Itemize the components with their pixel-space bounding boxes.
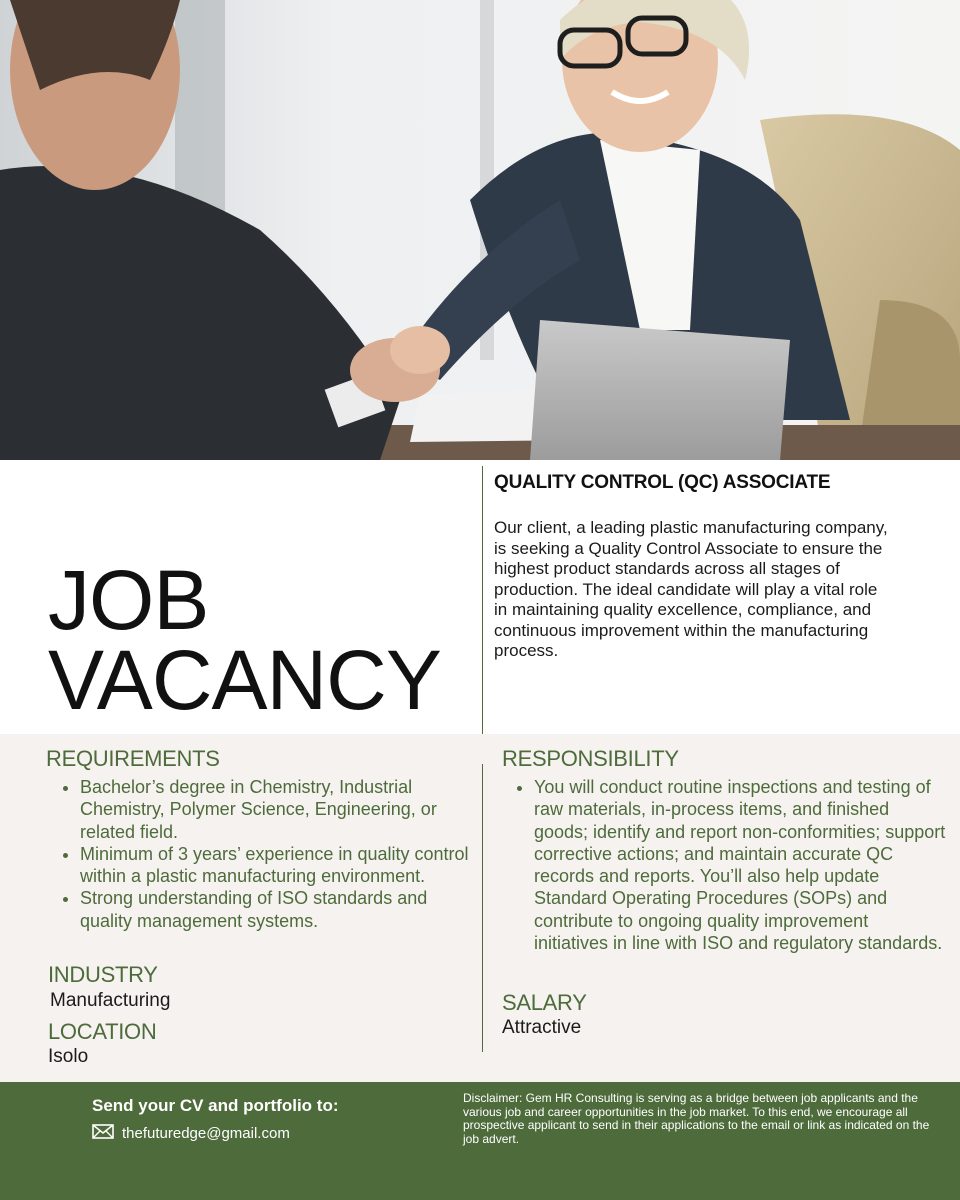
email-link[interactable]: thefuturedge@gmail.com: [122, 1125, 290, 1142]
mail-icon: [92, 1124, 114, 1143]
page-title: [48, 553, 478, 727]
requirements-list: [46, 776, 480, 932]
details-section: [0, 734, 960, 1082]
hero-photo: [0, 0, 960, 460]
title-line-2: VACANCY: [48, 633, 441, 727]
job-title: QUALITY CONTROL (QC) ASSOCIATE: [494, 472, 831, 493]
list-item: • Strong understanding of ISO standards and quality management systems.: [80, 887, 480, 932]
requirements-heading: REQUIREMENTS: [46, 746, 220, 771]
job-description: Our client, a leading plastic manufacturing company, is seeking a Quality Control Associate to ensure the highest product standards across all stages of production. The ideal candidate will play a vital role in maintaining quality excellence, compliance, and continuous improvement within the manufacturing process.: [494, 518, 888, 660]
cta-text: Send your CV and portfolio to:: [92, 1096, 339, 1115]
list-item: • You will conduct routine inspections and testing of raw materials, in-process items, and finished goods; identify and report non-conformities; support corrective actions; and maintain accurate QC records and reports. You’ll also help update Standard Operating Procedures (SOPs) and contribute to ongoing quality improvement initiatives in line with ISO and regulatory standards.: [534, 776, 946, 954]
responsibility-heading: RESPONSIBILITY: [502, 746, 679, 771]
salary-heading: SALARY: [502, 990, 587, 1015]
email-contact[interactable]: [92, 1124, 290, 1143]
salary-value: Attractive: [502, 1017, 582, 1038]
responsibility-list: [500, 776, 946, 954]
title-line-1: JOB: [48, 553, 209, 647]
location-value: Isolo: [48, 1046, 89, 1067]
list-item: • Bachelor’s degree in Chemistry, Industrial Chemistry, Polymer Science, Engineering, or related field.: [80, 776, 480, 843]
footer: [0, 1082, 960, 1200]
industry-value: Manufacturing: [50, 990, 171, 1011]
handshake-photo-icon: [0, 0, 960, 460]
details-divider: [482, 764, 483, 1052]
list-item: • Minimum of 3 years’ experience in quality control within a plastic manufacturing environment.: [80, 843, 480, 888]
vertical-divider: [482, 466, 483, 734]
industry-heading: INDUSTRY: [48, 962, 158, 987]
location-heading: LOCATION: [48, 1019, 157, 1044]
disclaimer-text: Disclaimer: Gem HR Consulting is serving as a bridge between job applicants and the various job and career opportunities in the job market. To this end, we encourage all prospective applicant to send in their applications to the email or link as indicated on the job advert.: [463, 1091, 930, 1146]
